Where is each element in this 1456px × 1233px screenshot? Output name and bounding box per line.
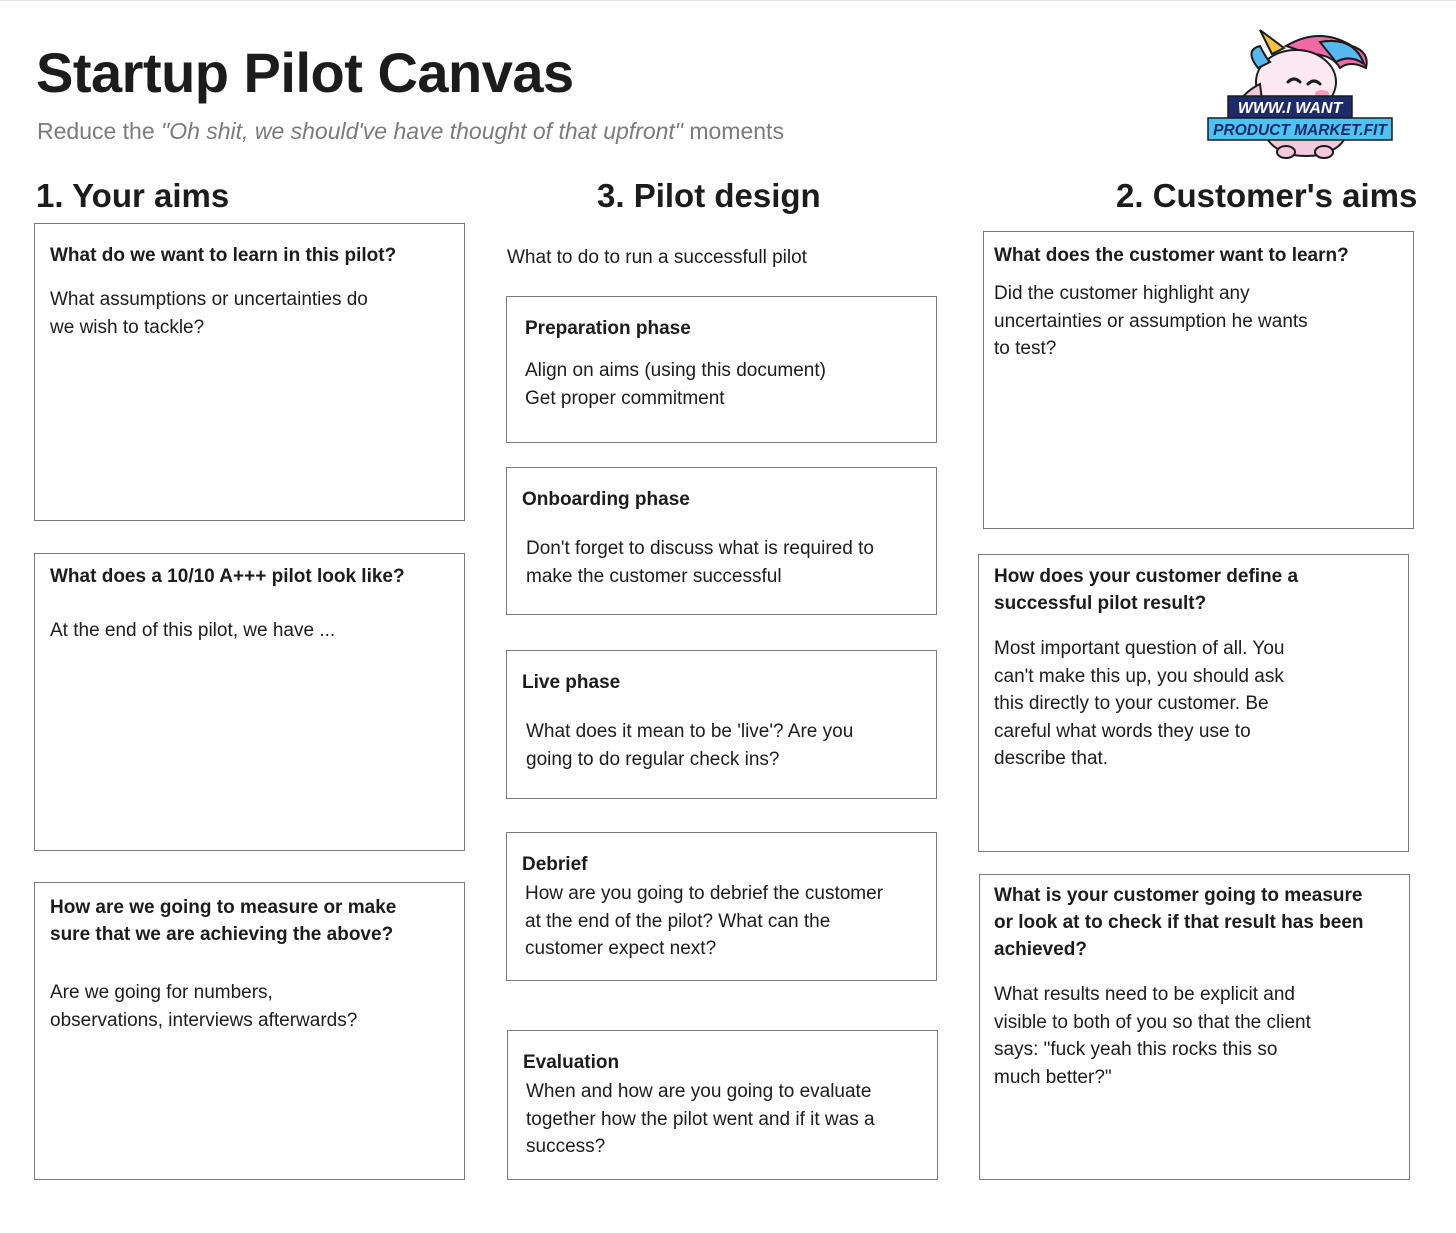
box-question [50,894,450,948]
answer-line: Did the customer highlight any [994,283,1250,304]
pilot-design-intro: What to do to run a successfull pilot [507,247,807,268]
box-answer [522,880,922,963]
answer-line: says: "fuck yeah this rocks this so [994,1039,1278,1060]
answer-line: to test? [994,338,1057,359]
answer-line: uncertainties or assumption he wants [994,310,1308,332]
box-measure-achieving [34,882,465,1180]
answer-line: What assumptions or uncertainties do [50,289,368,310]
unicorn-mascot-icon [1200,24,1400,160]
box-answer [50,286,450,341]
answer-line: When and how are you going to evaluate [526,1081,872,1102]
answer-line: can't make this up, you should ask [994,665,1284,687]
answer-line: How are you going to debrief the customer [525,883,884,904]
question-line: sure that we are achieving the above? [50,924,394,945]
page-title: Startup Pilot Canvas [36,41,574,104]
box-customer-learn [983,231,1414,529]
box-answer [50,979,450,1034]
box-customer-success-definition [978,554,1409,852]
box-answer [522,535,922,590]
top-divider [0,0,1456,1]
answer-line: we wish to tackle? [50,316,205,338]
question-line: achieved? [994,939,1087,960]
page-subtitle [37,116,784,146]
question-line: successful pilot result? [994,593,1207,614]
box-question: Preparation phase [525,318,691,339]
box-answer [522,718,922,773]
box-evaluation [507,1030,938,1180]
answer-line: Don't forget to discuss what is required to [526,538,874,559]
answer-line: Are we going for numbers, [50,982,273,1003]
answer-line: customer expect next? [525,938,717,959]
box-debrief [506,832,937,981]
box-answer [994,280,1399,363]
answer-line: much better?" [994,1066,1112,1088]
box-answer [525,357,922,412]
answer-line: What results need to be explicit and [994,984,1296,1005]
answer-line: observations, interviews afterwards? [50,1009,358,1031]
subtitle-prefix: Reduce the [37,118,162,144]
box-question: What do we want to learn in this pilot? [50,245,397,266]
question-line: How does your customer define a [994,566,1299,587]
answer-line: What does it mean to be 'live'? Are you [526,721,854,742]
box-question: Onboarding phase [522,489,690,510]
box-question: What does the customer want to learn? [994,245,1349,266]
box-learn-in-pilot [34,223,465,521]
column-heading-customer-aims: 2. Customer's aims [1116,177,1418,214]
answer-line: At the end of this pilot, we have ... [50,620,336,641]
box-question [994,882,1395,963]
box-answer [994,635,1394,773]
box-question: Live phase [522,672,621,693]
column-heading-pilot-design: 3. Pilot design [597,177,821,214]
box-question: What does a 10/10 A+++ pilot look like? [50,566,405,587]
box-10-10-pilot [34,553,465,851]
answer-line: this directly to your customer. Be [994,693,1269,714]
logo-line2: PRODUCT MARKET.FIT [1213,122,1387,139]
answer-line: together how the pilot went and if it was a [526,1108,875,1130]
answer-line: success? [526,1136,606,1157]
box-answer [994,981,1395,1091]
subtitle-quote: "Oh shit, we should've have thought of that upfront" [161,118,683,144]
box-customer-measure [979,874,1410,1180]
box-onboarding-phase [506,467,937,615]
answer-line: careful what words they use to [994,720,1251,742]
column-heading-your-aims: 1. Your aims [36,177,230,214]
answer-line: Get proper commitment [525,387,725,409]
box-question [994,563,1394,617]
box-live-phase [506,650,937,799]
answer-line: Most important question of all. You [994,638,1285,659]
answer-line: describe that. [994,748,1109,769]
answer-line: Align on aims (using this document) [525,360,826,381]
box-answer [523,1078,923,1161]
question-line: or look at to check if that result has been [994,912,1364,933]
box-answer [50,617,450,645]
answer-line: going to do regular check ins? [526,748,780,770]
answer-line: visible to both of you so that the client [994,1011,1311,1033]
question-line: What is your customer going to measure [994,885,1363,906]
box-question: Debrief [522,854,588,875]
box-preparation-phase [506,296,937,443]
box-question: Evaluation [523,1052,620,1073]
answer-line: at the end of the pilot? What can the [525,910,831,932]
subtitle-suffix: moments [682,118,784,144]
answer-line: make the customer successful [526,565,782,587]
question-line: How are we going to measure or make [50,897,397,918]
logo-line1: WWW.I WANT [1237,100,1343,117]
